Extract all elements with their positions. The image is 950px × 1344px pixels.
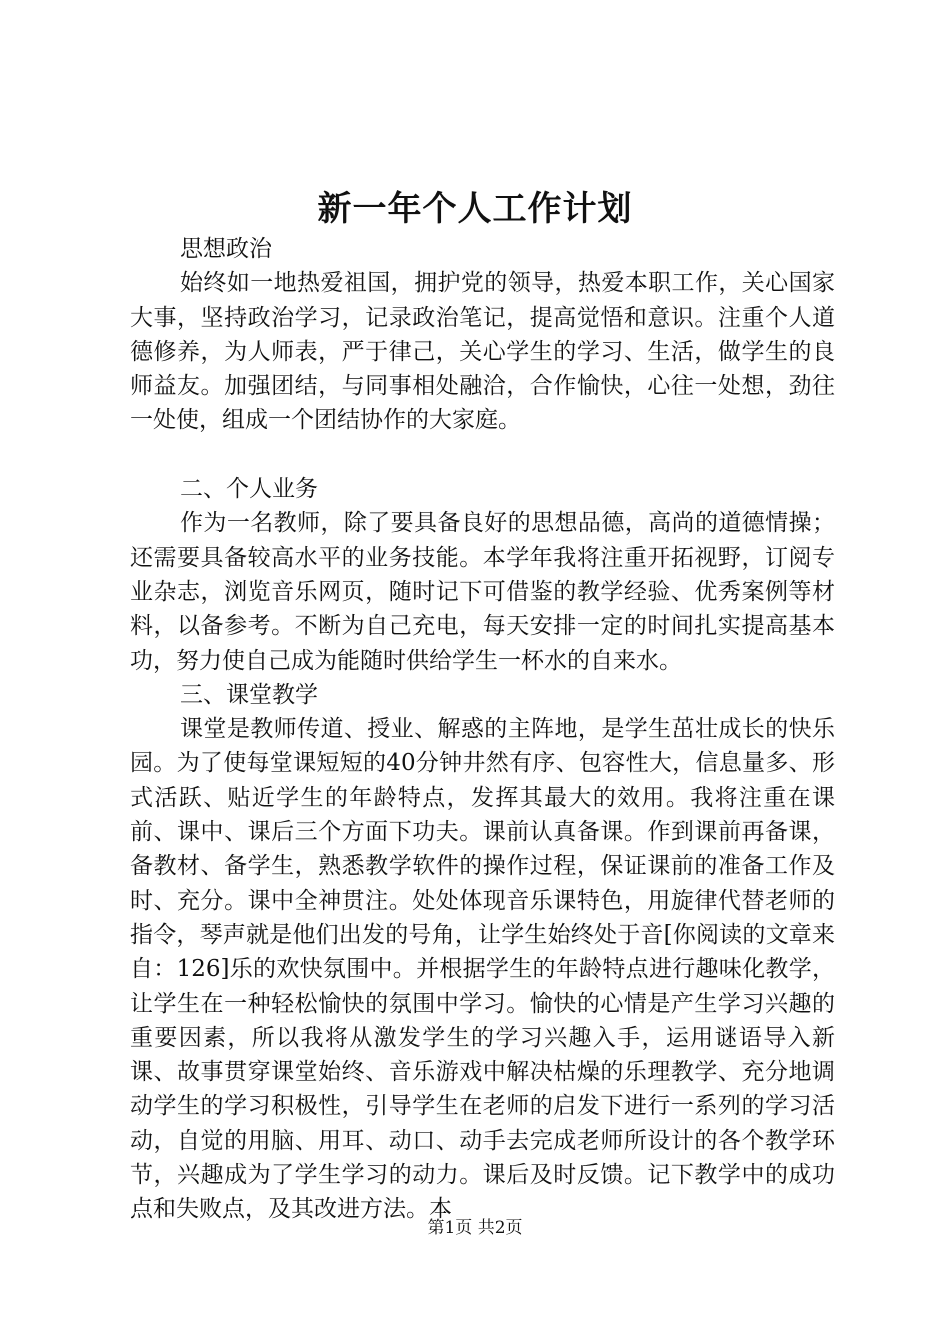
section-heading-ideology: 思想政治 xyxy=(180,236,272,262)
section-heading-classroom: 三、课堂教学 xyxy=(180,681,318,708)
document-body xyxy=(130,232,835,1227)
blank-line xyxy=(130,438,835,472)
document-title: 新一年个人工作计划 xyxy=(317,189,633,229)
section-paragraph-ideology: 始终如一地热爱祖国，拥护党的领导，热爱本职工作，关心国家大事，坚持政治学习，记录政治笔记，提高觉悟和意识。注重个人道德修养，为人师表，严于律己，关心学生的学习、生活，做学生的良师益友。加强团结，与同事相处融洽，合作愉快，心往一处想，劲往一处使，组成一个团结协作的大家庭。 xyxy=(130,270,835,434)
section-paragraph-classroom: 课堂是教师传道、授业、解惑的主阵地，是学生茁壮成长的快乐园。为了使每堂课短短的40分钟井然有序、包容性大，信息量多、形式活跃、贴近学生的年龄特点，发挥其最大的效用。我将注重在课前、课中、课后三个方面下功夫。课前认真备课。作到课前再备课，备教材、备学生，熟悉教学软件的操作过程，保证课前的准备工作及时、充分。课中全神贯注。处处体现音乐课特色，用旋律代替老师的指令，琴声就是他们出发的号角，让学生始终处于音[你阅读的文章来自：126]乐的欢快氛围中。并根据学生的年龄特点进行趣味化教学，让学生在一种轻松愉快的氛围中学习。愉快的心情是产生学习兴趣的重要因素，所以我将从激发学生的学习兴趣入手，运用谜语导入新课、故事贯穿课堂始终、音乐游戏中解决枯燥的乐理教学、充分地调动学生的学习积极性，引导学生在老师的启发下进行一系列的学习活动，自觉的用脑、用耳、动口、动手去完成老师所设计的各个教学环节，兴趣成为了学生学习的动力。课后及时反馈。记下教学中的成功点和失败点，及其改进方法。本 xyxy=(130,716,835,1223)
page-footer: 第1页 共2页 xyxy=(427,1218,523,1238)
section-heading-professional: 二、个人业务 xyxy=(180,476,318,503)
section-paragraph-professional: 作为一名教师，除了要具备良好的思想品德，高尚的道德情操；还需要具备较高水平的业务技能。本学年我将注重开拓视野，订阅专业杂志，浏览音乐网页，随时记下可借鉴的教学经验、优秀案例等材料，以备参考。不断为自己充电，每天安排一定的时间扎实提高基本功，努力使自己成为能随时供给学生一杯水的自来水。 xyxy=(130,510,835,674)
